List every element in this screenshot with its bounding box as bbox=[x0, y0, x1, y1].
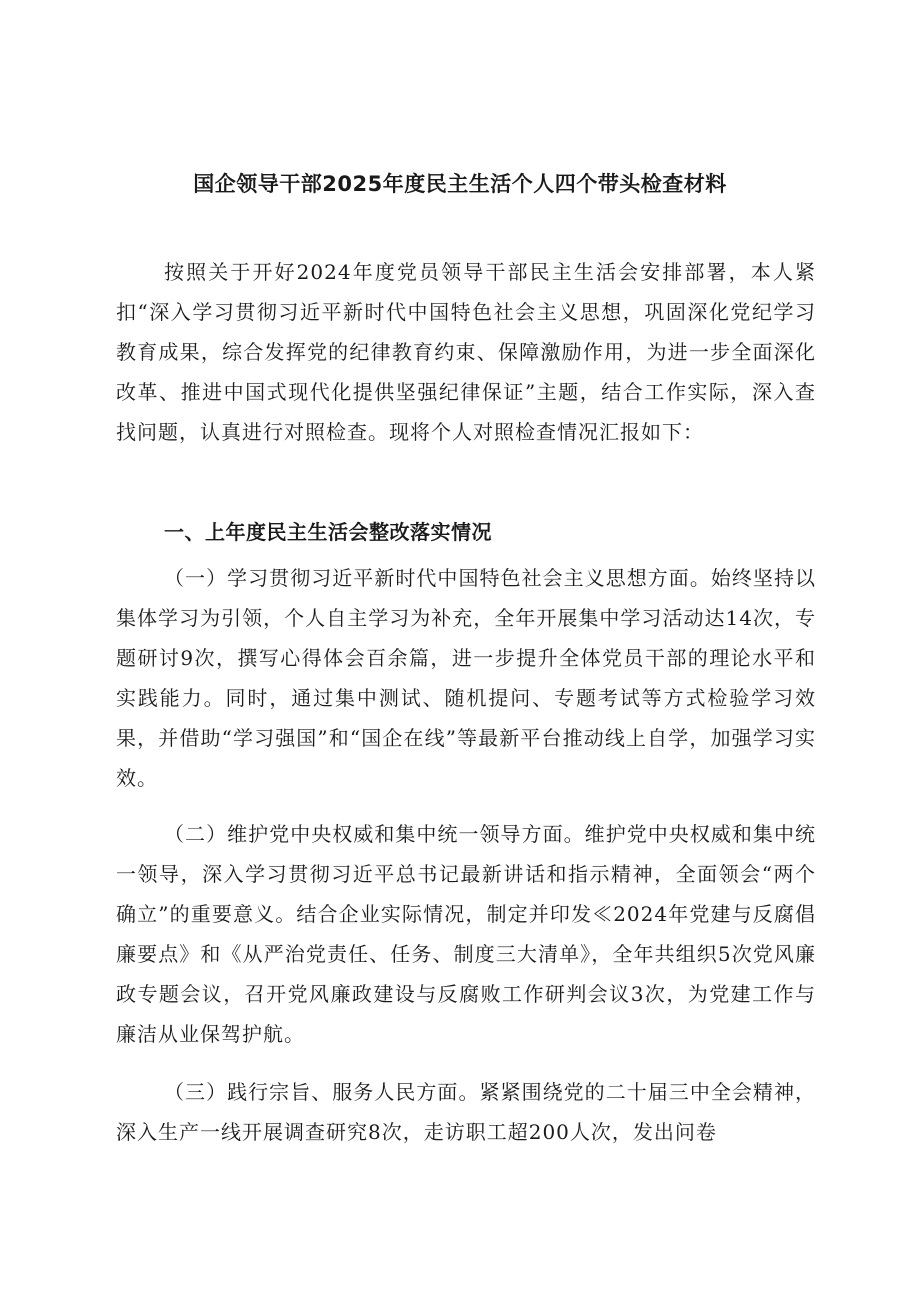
body-paragraph: （二）维护党中央权威和集中统一领导方面。维护党中央权威和集中统一领导，深入学习贯彻习近平总书记最新讲话和指示精神，全面领会“两个确立”的重要意义。结合企业实际情况，制定并印发≪2024年党建与反腐倡廉要点》和《从严治党责任、任务、制度三大清单》，全年共组织5次党风廉政专题会议，召开党风廉政建设与反腐败工作研判会议3次，为党建工作与廉洁从业保驾护航。 bbox=[116, 822, 816, 1046]
body-paragraph: （一）学习贯彻习近平新时代中国特色社会主义思想方面。始终坚持以集体学习为引领，个人自主学习为补充，全年开展集中学习活动达14次，专题研讨9次，撰写心得体会百余篇，进一步提升全体党员干部的理论水平和实践能力。同时，通过集中测试、随机提问、专题考试等方式检验学习效果，并借助“学习强国”和“国企在线”等最新平台推动线上自学，加强学习实效。 bbox=[116, 566, 816, 790]
intro-paragraph: 按照关于开好2024年度党员领导干部民主生活会安排部署，本人紧扣“深入学习贯彻习近平新时代中国特色社会主义思想，巩固深化党纪学习教育成果，综合发挥党的纪律教育约束、保障激励作用，为进一步全面深化改革、推进中国式现代化提供坚强纪律保证”主题，结合工作实际，深入查找问题，认真进行对照检查。现将个人对照检查情况汇报如下： bbox=[116, 260, 816, 444]
document-title: 国企领导干部2025年度民主生活个人四个带头检查材料 bbox=[193, 172, 727, 196]
section-heading: 一、上年度民主生活会整改落实情况 bbox=[164, 520, 492, 544]
body-paragraph: （三）践行宗旨、服务人民方面。紧紧围绕党的二十届三中全会精神，深入生产一线开展调查研究8次，走访职工超200人次，发出问卷 bbox=[116, 1080, 816, 1144]
